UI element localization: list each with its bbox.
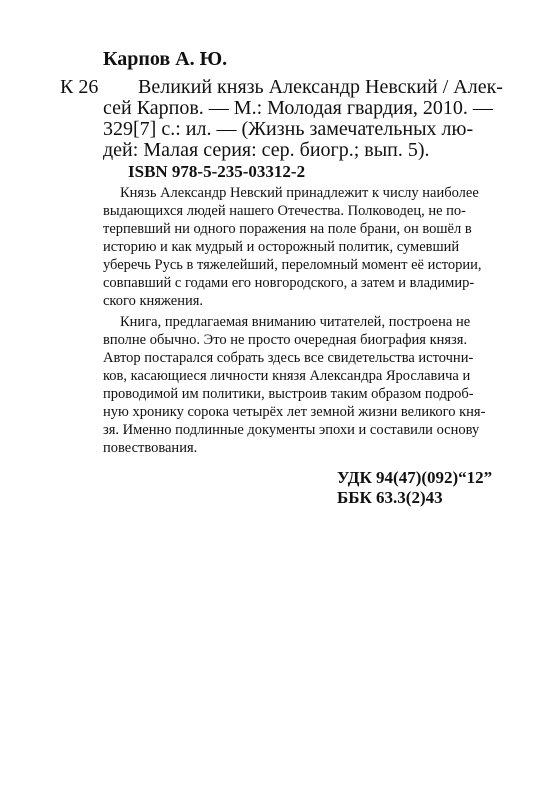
udk-code: УДК 94(47)(092)“12” bbox=[337, 468, 493, 487]
annotation-line: Князь Александр Невский принадлежит к числу наиболее bbox=[120, 185, 479, 201]
bbk-code: ББК 63.3(2)43 bbox=[337, 488, 443, 507]
author-name: Карпов А. Ю. bbox=[103, 48, 228, 70]
annotation-line: повествования. bbox=[103, 440, 198, 456]
annotation-line: выдающихся людей нашего Отечества. Полководец, не по- bbox=[103, 203, 466, 219]
annotation-line: уберечь Русь в тяжелейший, переломный момент её истории, bbox=[103, 257, 482, 273]
annotation-line: ского княжения. bbox=[103, 293, 204, 309]
isbn-number: ISBN 978-5-235-03312-2 bbox=[128, 162, 306, 181]
description-line: 329[7] с.: ил. — (Жизнь замечательных лю- bbox=[103, 118, 474, 140]
author-mark-code: К 26 bbox=[60, 76, 99, 98]
annotation-line: проводимой им политики, выстроив таким образом подроб- bbox=[103, 386, 474, 402]
annotation-line: ков, касающиеся личности князя Александра Ярославича и bbox=[103, 368, 471, 384]
description-line: дей: Малая серия: сер. биогр.; вып. 5). bbox=[103, 139, 430, 161]
annotation-line: Книга, предлагаемая вниманию читателей, построена не bbox=[120, 314, 471, 330]
description-line: сей Карпов. — М.: Молодая гвардия, 2010. — bbox=[103, 97, 493, 119]
annotation-line: вполне обычно. Это не просто очередная биография князя. bbox=[103, 332, 468, 348]
annotation-line: историю и как мудрый и осторожный политик, сумевший bbox=[103, 239, 460, 255]
annotation-line: Автор постарался собрать здесь все свидетельства источни- bbox=[103, 350, 474, 366]
annotation-line: зя. Именно подлинные документы эпохи и составили основу bbox=[103, 422, 480, 438]
annotation-line: терпевший ни одного поражения на поле брани, он вошёл в bbox=[103, 221, 472, 237]
annotation-line: ную хронику сорока четырёх лет земной жизни великого кня- bbox=[103, 404, 486, 420]
description-line: Великий князь Александр Невский / Алек- bbox=[138, 76, 503, 98]
annotation-line: совпавший с годами его новгородского, а затем и владимир- bbox=[103, 275, 475, 291]
